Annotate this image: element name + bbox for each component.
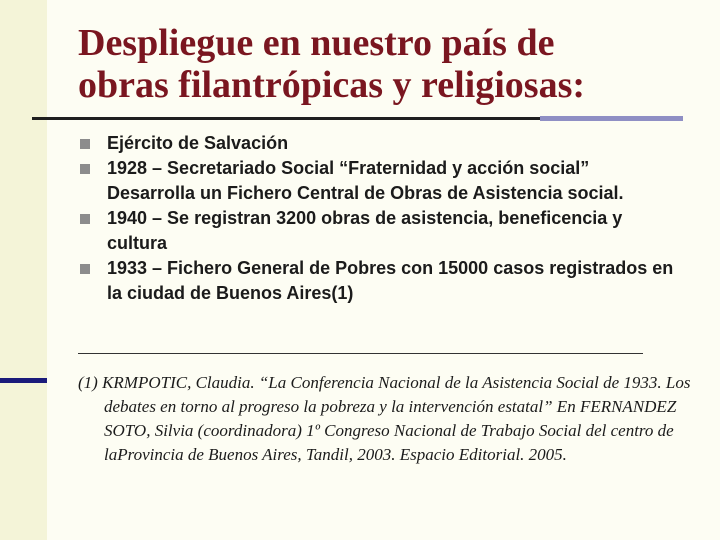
bullet-text: Ejército de Salvación — [107, 133, 289, 153]
bullet-text: 1940 – Se registran 3200 obras de asistencia, beneficencia y cultura — [107, 208, 623, 253]
bullet-text: 1933 – Fichero General de Pobres con 15000 casos registrados en la ciudad de Buenos Aires(1) — [107, 258, 674, 303]
title-underline-accent — [540, 116, 683, 121]
bullet-text: 1928 – Secretariado Social “Fraternidad y acción social” Desarrolla un Fichero Central de Obras de Asistencia social. — [107, 158, 624, 203]
title-underline — [32, 117, 540, 120]
bullet-item — [78, 206, 678, 256]
square-bullet-icon — [80, 214, 90, 224]
left-accent-bar — [0, 378, 47, 383]
title-line-2: obras filantrópicas y religiosas: — [78, 64, 586, 106]
square-bullet-icon — [80, 164, 90, 174]
bullet-item — [78, 156, 678, 206]
left-band — [0, 0, 47, 540]
footnote: (1) KRMPOTIC, Claudia. “La Conferencia Nacional de la Asistencia Social de 1933. Los debates en torno al progreso la pobreza y la intervención estatal” En FERNANDEZ SOTO, Silvia (coordinadora) 1º Congreso Nacional de Trabajo Social del centro de laProvincia de Buenos Aires, Tandil, 2003. Espacio Editorial. 2005. — [78, 373, 691, 464]
bullet-item — [78, 131, 678, 156]
square-bullet-icon — [80, 264, 90, 274]
bullet-item — [78, 256, 678, 306]
footnote-separator — [78, 353, 643, 354]
square-bullet-icon — [80, 139, 90, 149]
slide-title — [78, 22, 688, 106]
title-line-1: Despliegue en nuestro país de — [78, 22, 555, 64]
bullet-list — [78, 131, 678, 306]
